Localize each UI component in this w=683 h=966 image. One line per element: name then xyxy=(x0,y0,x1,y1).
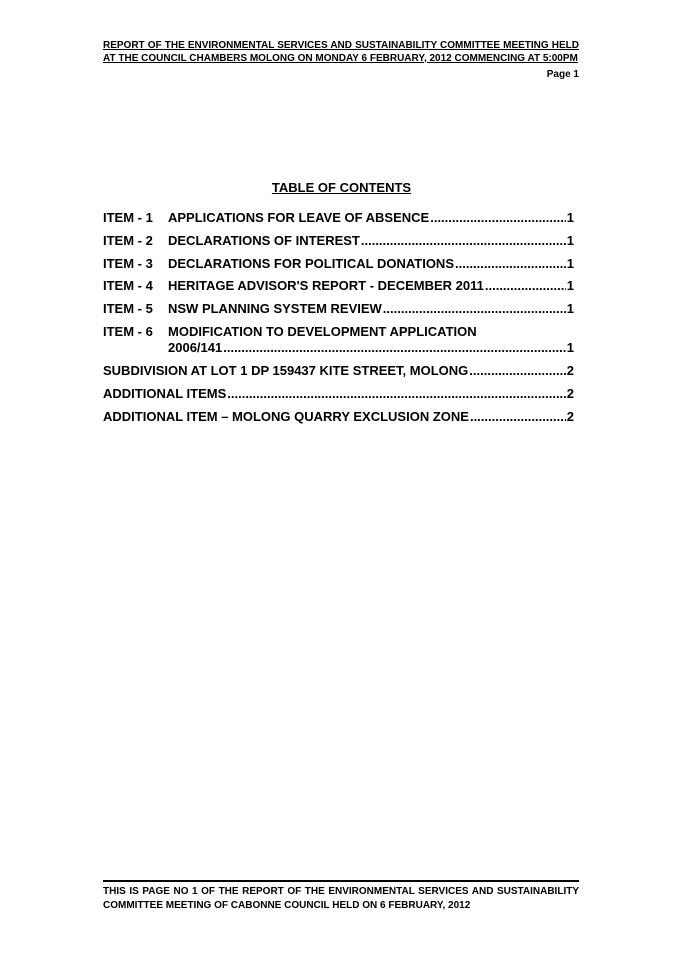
toc-entry-subdivision[interactable] xyxy=(103,363,574,386)
toc-entry-item-5[interactable] xyxy=(103,301,574,324)
toc-entry-item-4[interactable] xyxy=(103,278,574,301)
toc-page-number: 1 xyxy=(566,210,574,225)
toc-item-title: NSW PLANNING SYSTEM REVIEW xyxy=(168,301,382,317)
toc-entry-item-2[interactable] xyxy=(103,233,574,256)
toc-item-title-continued: 2006/141 xyxy=(168,339,223,355)
toc-item-title: HERITAGE ADVISOR'S REPORT - DECEMBER 2011 xyxy=(168,278,484,294)
toc-page-number: 1 xyxy=(566,278,574,294)
toc-item-number: ITEM - 2 xyxy=(103,232,153,248)
table-of-contents xyxy=(103,210,574,431)
toc-entry-item-3[interactable] xyxy=(103,256,574,279)
toc-item-title: ADDITIONAL ITEMS xyxy=(103,385,227,401)
page-footer: THIS IS PAGE NO 1 OF THE REPORT OF THE ENVIRONMENTAL SERVICES AND SUSTAINABILITY COMMITTEE MEETING OF CABONNE COUNCIL HELD ON 6 FEBRUARY, 2012 xyxy=(103,880,579,912)
toc-page-number: 1 xyxy=(566,339,574,355)
dot-leader xyxy=(361,233,566,249)
toc-page-number: 1 xyxy=(566,232,574,248)
toc-entry-quarry-exclusion-zone[interactable] xyxy=(103,409,574,432)
toc-page-number: 2 xyxy=(566,362,574,378)
toc-item-number: ITEM - 5 xyxy=(103,301,153,317)
toc-item-number: ITEM - 4 xyxy=(103,278,153,294)
toc-item-number: ITEM - 1 xyxy=(103,210,153,225)
toc-page-number: 2 xyxy=(566,385,574,401)
toc-page-number: 1 xyxy=(566,301,574,317)
toc-item-title: SUBDIVISION AT LOT 1 DP 159437 KITE STREET, MOLONG xyxy=(103,362,469,378)
toc-entry-additional-items[interactable] xyxy=(103,386,574,409)
dot-leader xyxy=(469,363,565,379)
dot-leader xyxy=(470,409,566,425)
toc-page-number: 1 xyxy=(566,255,574,271)
page-header xyxy=(103,40,579,80)
toc-item-title: DECLARATIONS FOR POLITICAL DONATIONS xyxy=(168,255,454,271)
dot-leader xyxy=(455,256,566,272)
toc-item-title: MODIFICATION TO DEVELOPMENT APPLICATION xyxy=(168,323,477,339)
report-header-title: REPORT OF THE ENVIRONMENTAL SERVICES AND SUSTAINABILITY COMMITTEE MEETING HELD AT THE COUNCIL CHAMBERS MOLONG ON MONDAY 6 FEBRUARY, 2012 COMMENCING AT 5:00PM xyxy=(103,40,579,64)
dot-leader xyxy=(430,210,566,226)
toc-item-title: APPLICATIONS FOR LEAVE OF ABSENCE xyxy=(168,210,430,225)
dot-leader xyxy=(485,278,566,294)
toc-item-number: ITEM - 3 xyxy=(103,255,153,271)
toc-page-number: 2 xyxy=(566,408,574,424)
dot-leader xyxy=(223,340,566,356)
toc-entry-item-1[interactable] xyxy=(103,210,574,233)
toc-item-title: ADDITIONAL ITEM – MOLONG QUARRY EXCLUSION ZONE xyxy=(103,408,469,424)
toc-item-title: DECLARATIONS OF INTEREST xyxy=(168,232,360,248)
toc-item-number: ITEM - 6 xyxy=(103,323,153,339)
dot-leader xyxy=(227,386,566,402)
dot-leader xyxy=(383,301,566,317)
toc-heading: TABLE OF CONTENTS xyxy=(271,180,412,195)
toc-entry-item-6[interactable] xyxy=(103,324,574,363)
page-number: Page 1 xyxy=(546,69,579,80)
